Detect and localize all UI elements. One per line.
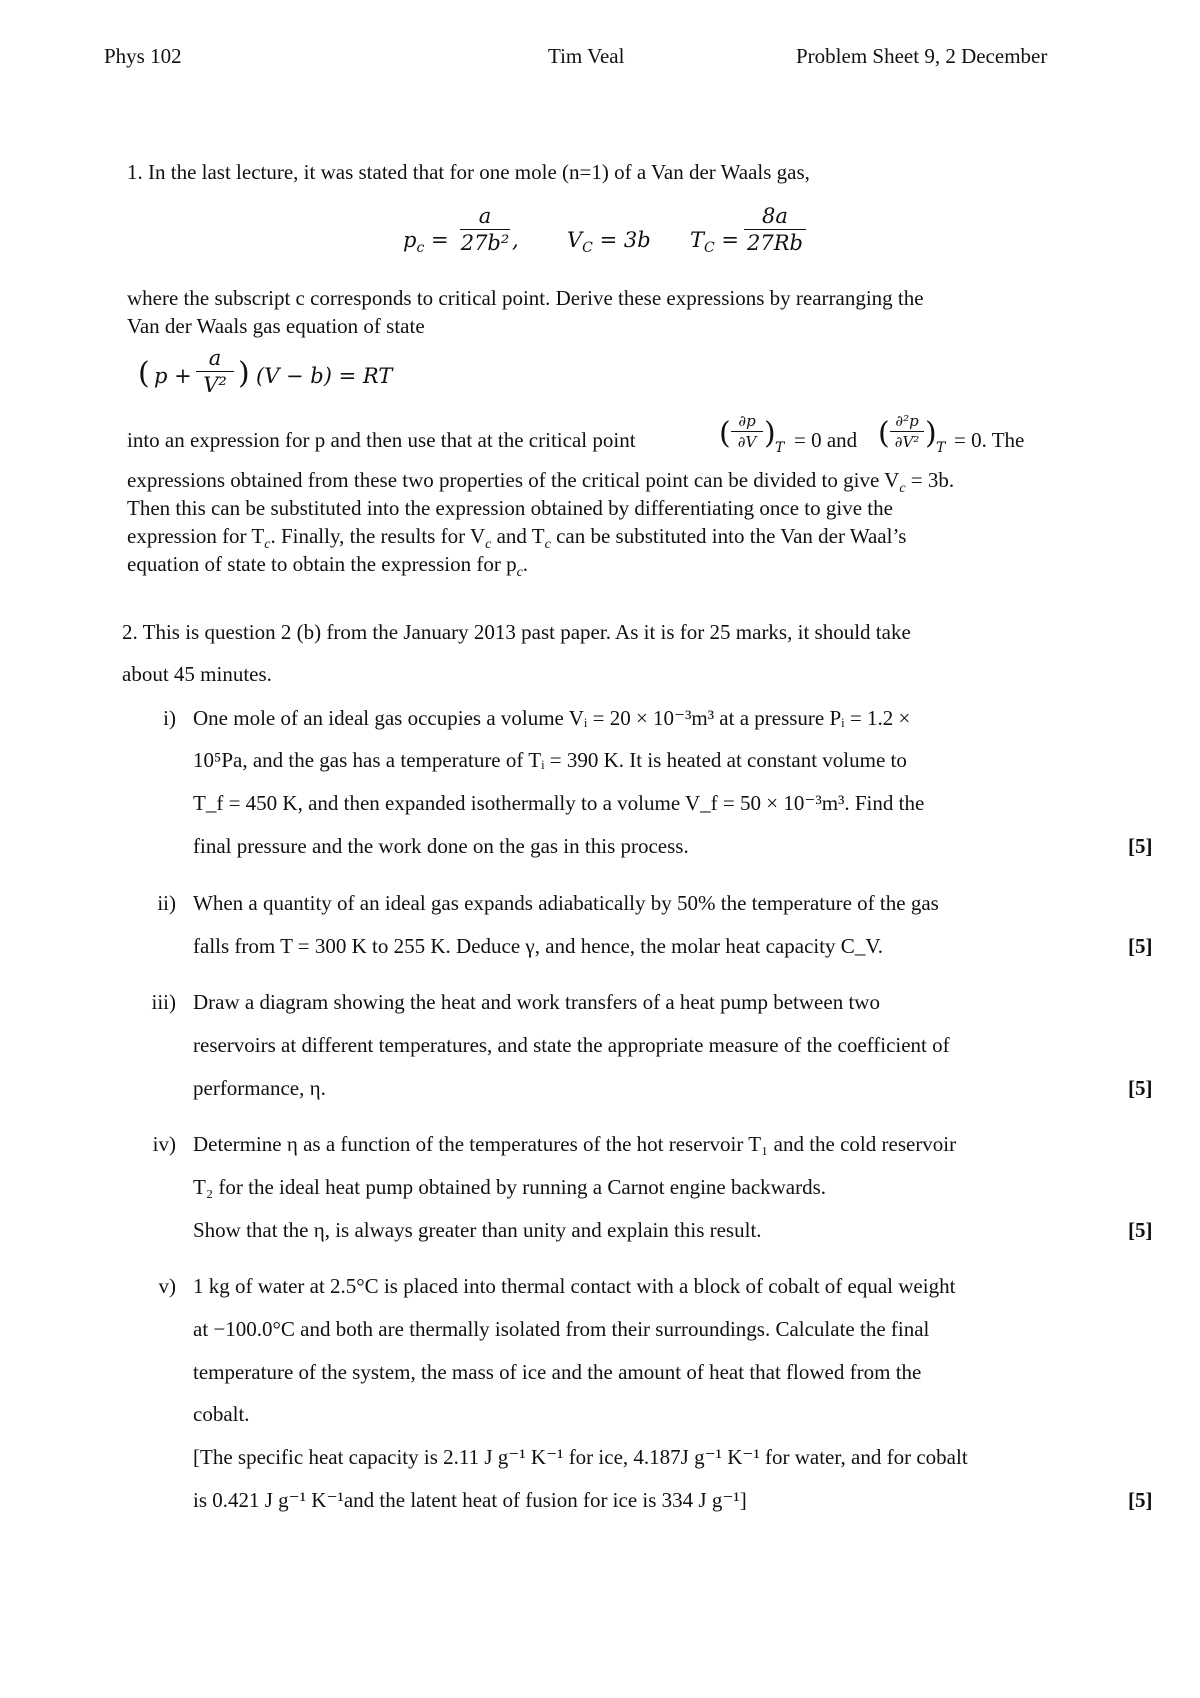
part-label: i) <box>163 706 176 730</box>
header-sheet-title: Problem Sheet 9, 2 December <box>796 44 1048 68</box>
part-label: ii) <box>157 891 176 915</box>
marks-badge: [5] <box>1128 1488 1153 1512</box>
header-author: Tim Veal <box>548 44 625 68</box>
q2-intro-line2: about 45 minutes. <box>122 662 272 686</box>
q1-intro: 1. In the last lecture, it was stated that for one mole (n=1) of a Van der Waals gas, <box>127 160 810 184</box>
marks-badge: [5] <box>1128 1218 1153 1242</box>
tc-denominator: 27Rb <box>747 231 803 255</box>
pc-numerator: a <box>460 204 510 230</box>
pc-fraction <box>460 204 510 255</box>
tc-numerator: 8a <box>744 204 806 230</box>
tc-fraction <box>744 204 806 255</box>
vc-symbol: V <box>567 228 583 252</box>
pc-denominator: 27b² <box>460 231 510 255</box>
part-label: v) <box>158 1274 176 1298</box>
part-label: iv) <box>152 1132 176 1156</box>
q1-line2: where the subscript c corresponds to critical point. Derive these expressions by rearranging the <box>127 286 924 310</box>
vdw-a-over-v2: $\frac{a}{\text{V²}}$ <box>196 346 234 397</box>
vc-value: = 3b <box>599 228 651 252</box>
q1-line7: expression for $T_c$. Finally, the results for $V_c$ and $T_c$ can be substituted into the Van der Waal’s <box>127 524 907 553</box>
marks-badge: [5] <box>1128 934 1153 958</box>
q1-line5: expressions obtained from these two properties of the critical point can be divided to give $V_c = 3b$. <box>127 468 955 497</box>
header-course: Phys 102 <box>104 44 182 68</box>
q1-line6: Then this can be substituted into the expression obtained by differentiating once to give the <box>127 496 893 520</box>
q2-intro-line1: 2. This is question 2 (b) from the January 2013 past paper. As it is for 25 marks, it should take <box>122 620 911 644</box>
vdw-rhs: (V − b) = RT <box>256 364 393 388</box>
q1-line4c: = 0. The <box>954 428 1025 452</box>
q1-line4b: = 0 and <box>794 428 858 452</box>
q1-line8: equation of state to obtain the expression for $p_c$. <box>127 552 529 581</box>
part-label: iii) <box>151 990 176 1014</box>
pc-symbol: p <box>403 228 417 252</box>
document-page: Phys 102 Tim Veal Problem Sheet 9, 2 December 1. In the last lecture, it was stated that for one mole (n=1) of a Van der Waals gas, $p_c$ = $\frac{a}{\text{27b²}}$ , $V_C = 3b$ $T_C$ = $\frac{8a}{27Rb}$ where the subscript c corresponds to critical point. Derive these expressions by rearranging the Van der Waals gas equation of state ( p + $\frac{a}{\text{V²}}$ ) (V − b) = RT into an expression for p and then use that at the critical point ( $\frac{\partial p}{\partial V}$ ) T = 0 and ( $\frac{\text{∂²p}}{\text{∂V²}}$ ) T = 0. The expressions obtained from these two properties of the critical point can be divided to give $V_c = 3b$. Then this can be substituted into the expression obtained by differentiating once to give the expression for $T_c$. Finally, the results for $V_c$ and $T_c$ can be substituted into the Van der Waal’s equation of state to obtain the expression for $p_c$. 2. This is question 2 (b) from the January 2013 past paper. As it is for 25 marks, it should take about 45 minutes. i) One mole of an ideal gas occupies a volume Vᵢ = 20 × 10⁻³m³ at a pressure Pᵢ = 1.2 × 10⁵Pa, and the gas has a temperature of Tᵢ = 390 K. It is heated at constant volume to T_f = 450 K, and then expanded isothermally to a volume V_f = 50 × 10⁻³m³. Find the final pressure and the work done on the gas in this process. [5] ii) When a quantity of an ideal gas expands adiabatically by 50% the temperature of the gas falls from T = 300 K to 255 K. Deduce γ, and hence, the molar heat capacity C_V. [5] iii) Draw a diagram showing the heat and work transfers of a heat pump between two reservoirs at different temperatures, and state the appropriate measure of the coefficient of performance, η. [5] iv) Determine η as a function of the temperatures of the hot reservoir T₁ and the cold reservoir T₂ for the ideal heat pump obtained by running a Carnot engine backwards. Show that the η, is always greater than unity and explain this result. [5] v) 1 kg of water at 2.5°C is placed into thermal contact with a block of cobalt of equal weight at −100.0°C and both are thermally isolated from their surroundings. Calculate the final temperature of the system, the mass of ice and the amount of heat that flowed from the cobalt. [The specific heat capacity is 2.11 J g⁻¹ K⁻¹ for ice, 4.187J g⁻¹ K⁻¹ for water, and for cobalt is 0.421 J g⁻¹ K⁻¹and the latent heat of fusion for ice is 334 J g⁻¹] [5] <box>104 44 1153 1512</box>
q1-line3: Van der Waals gas equation of state <box>127 314 425 338</box>
marks-badge: [5] <box>1128 834 1153 858</box>
q1-line4a: into an expression for p and then use that at the critical point <box>127 428 636 452</box>
marks-badge: [5] <box>1128 1076 1153 1100</box>
